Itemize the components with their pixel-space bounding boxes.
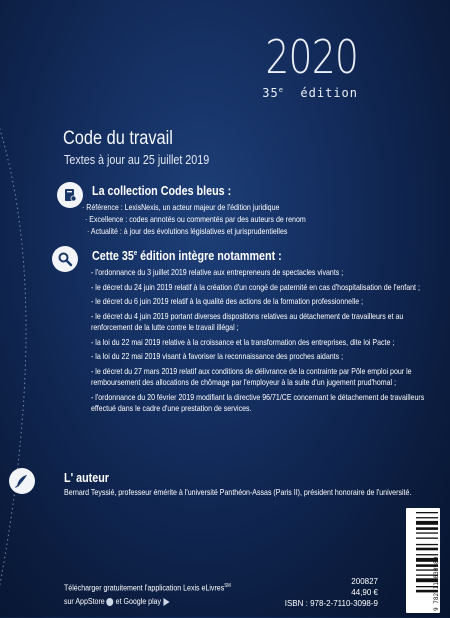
edition-number: 35e édition xyxy=(262,86,358,100)
apple-icon xyxy=(107,598,114,606)
quill-icon xyxy=(9,468,35,494)
isbn: ISBN : 978-2-7110-3098-9 xyxy=(284,599,378,608)
author-title: L' auteur xyxy=(64,471,109,485)
promo-stores: sur AppStore et Google play xyxy=(64,597,169,606)
barcode-digits: 9 782711 030989 xyxy=(433,556,440,611)
list-item: - l'ordonnance du 3 juillet 2019 relative aux entrepreneurs de spectacles vivants ; xyxy=(91,268,344,277)
product-code: 200827 xyxy=(351,577,378,586)
promo-line: Télécharger gratuitement l'application Lexis eLivres℠ xyxy=(64,583,231,593)
edition-items-list xyxy=(91,267,437,418)
collection-item: · Référence : LexisNexis, un acteur majeur de l'édition juridique xyxy=(82,203,280,212)
list-item: - le décret du 4 juin 2019 portant diverses dispositions relatives au détachement de travailleurs et au renforcement de la lutte contre le travail illégal ; xyxy=(91,311,404,332)
play-icon xyxy=(163,598,169,606)
code-subtitle: Textes à jour au 25 juillet 2019 xyxy=(64,153,210,167)
book-icon xyxy=(57,182,83,208)
list-item: - le décret du 6 juin 2019 relatif à la qualité des actions de la formation professionnelle ; xyxy=(91,297,364,306)
list-item: - la loi du 22 mai 2019 visant à favoriser la reconnaissance des proches aidants ; xyxy=(91,352,344,361)
author-text: Bernard Teyssié, professeur émérite à l'université Panthéon-Assas (Paris II), président honoraire de l'université. xyxy=(64,488,412,497)
edition-year: 2020 xyxy=(265,30,358,84)
list-item: - la loi du 22 mai 2019 relative à la croissance et la transformation des entreprises, dite loi Pacte ; xyxy=(91,337,395,347)
code-title: Code du travail xyxy=(63,128,173,149)
edition-section-title: Cette 35e édition intègre notamment : xyxy=(92,249,282,263)
price: 44,90 € xyxy=(351,588,378,597)
decorative-dotted-arc xyxy=(0,0,57,617)
list-item: - l'ordonnance du 20 février 2019 modifiant la directive 96/71/CE concernant le détachement de travailleurs effectué dans le cadre d'une prestation de services. xyxy=(91,392,425,413)
list-item: - le décret du 24 juin 2019 relatif à la création d'un congé de paternité en cas d'hospitalisation de l'enfant ; xyxy=(91,282,420,292)
magnifier-icon xyxy=(52,246,78,272)
collection-item: · Excellence : codes annotés ou commentés par des auteurs de renom xyxy=(85,215,306,224)
collection-item: · Actualité : à jour des évolutions législatives et jurisprudentielles xyxy=(87,227,288,236)
list-item: - le décret du 27 mars 2019 relatif aux conditions de délivrance de la contrainte par Pôle emploi pour le remboursement des allocations de chômage par l'employeur à la suite d'un jugement prud'homal ; xyxy=(91,366,412,387)
collection-title: La collection Codes bleus : xyxy=(92,184,232,198)
